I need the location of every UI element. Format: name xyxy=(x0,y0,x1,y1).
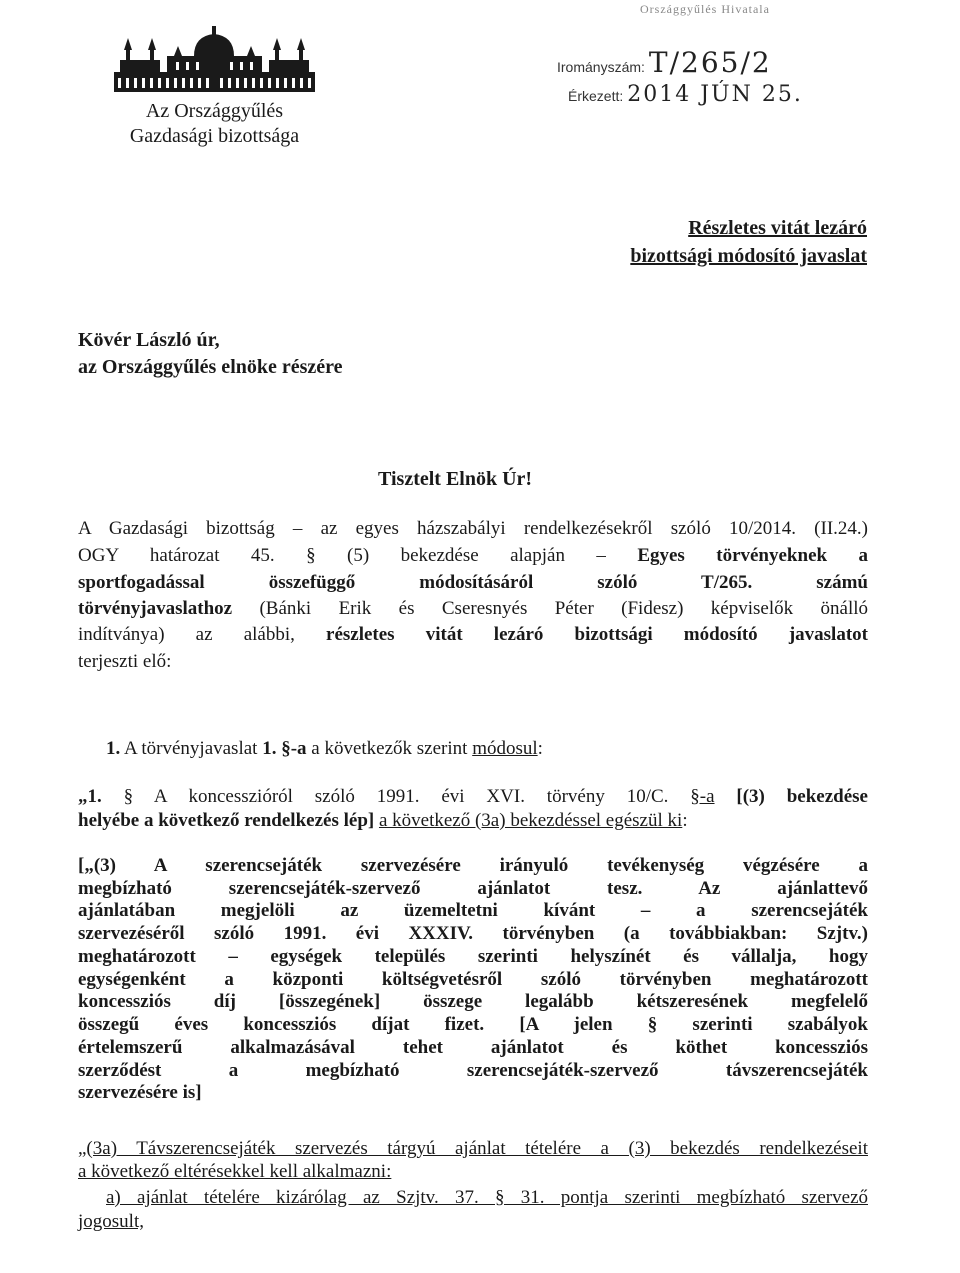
intro-line2-b: Egyes törvényeknek a xyxy=(637,545,868,566)
deleted-text-line: egységenként a központi költségvetésről szóló törvényben meghatározott xyxy=(78,969,868,990)
intro-line4 xyxy=(78,596,868,623)
deleted-text-line: értelemszerű alkalmazásával tehet ajánlatot és köthet koncessziós xyxy=(78,1037,868,1058)
deleted-text-line: [„(3) A szerencsejáték szervezésére irányuló tevékenység végzésére a xyxy=(78,855,868,876)
section1-paragraph-ref: §-a xyxy=(690,786,715,807)
parliament-building-logo xyxy=(112,26,317,94)
new-text-line3: a) ajánlat tételére kizárólag az Szjtv. 37. § 31. pontja szerinti megbízható szervező xyxy=(106,1187,868,1208)
deleted-text-line: meghatározott – egységek település szerinti helyszínét és vállalja, hogy xyxy=(78,946,868,967)
deleted-text-line: szervezésére is] xyxy=(78,1082,202,1103)
intro-line5-b: részletes vitát lezáró bizottsági módosító javaslatot xyxy=(326,624,868,645)
stamp-received-date xyxy=(568,82,803,107)
addressee-line1: Kövér László úr, xyxy=(78,329,220,351)
new-text-line2: a következő eltérésekkel kell alkalmazni: xyxy=(78,1161,392,1182)
intro-line4-b: (Bánki Erik és Cseresnyés Péter (Fidesz) képviselők önálló xyxy=(232,598,868,619)
point-1-colon: : xyxy=(537,738,543,759)
section1-law-ref: § A koncesszióról szóló 1991. évi XVI. törvény 10/C. xyxy=(101,786,691,807)
section1-bracket-start: [(3) bekezdése xyxy=(714,786,868,807)
intro-line4-a: törvényjavaslathoz xyxy=(78,598,233,619)
document-title-line1: Részletes vitát lezáró xyxy=(688,217,867,239)
org-name-line2: Gazdasági bizottsága xyxy=(129,125,300,147)
point-1-modified: módosul xyxy=(472,738,538,759)
section1-number: „1. xyxy=(78,786,102,807)
stamp-received-label: Érkezett: xyxy=(568,88,624,104)
stamp-office-name: Országgyűlés Hivatala xyxy=(640,2,770,16)
point-1 xyxy=(106,738,543,760)
stamp-number-value: T/265/2 xyxy=(648,46,772,79)
intro-line5 xyxy=(78,622,868,649)
intro-line3: sportfogadással összefüggő módosításáról szóló T/265. számú xyxy=(78,572,868,593)
document-title-line2: bizottsági módosító javaslat xyxy=(630,245,867,267)
point-1-section-ref: 1. §-a xyxy=(262,738,307,759)
point-1-number: 1. xyxy=(106,738,121,759)
deleted-text-line: összegű éves koncessziós díjat fizet. [A jelen § szerinti szabályok xyxy=(78,1014,868,1035)
new-text-line4: jogosult, xyxy=(78,1211,144,1232)
intro-line5-a: indítványa) az alábbi, xyxy=(78,624,327,645)
section1-replaced: helyébe a következő rendelkezés lép] xyxy=(78,810,379,831)
deleted-text-line: ajánlatában megjelöli az üzemeltetni kívánt – a szerencsejáték xyxy=(78,900,868,921)
deleted-text-line: koncessziós díj [összegének] összege legalább kétszeresének megfelelő xyxy=(78,991,868,1012)
deleted-text-line: megbízható szerencsejáték-szervező ajánlatot tesz. Az ajánlattevő xyxy=(78,878,868,899)
intro-line2 xyxy=(78,543,868,570)
stamp-number-label: Irományszám: xyxy=(557,59,645,75)
point-1-text-c: a következők szerint xyxy=(306,738,473,759)
intro-line2-a: OGY határozat 45. § (5) bekezdése alapján – xyxy=(78,545,638,566)
org-name-line1: Az Országgyűlés xyxy=(145,100,284,122)
section1-amended: a következő (3a) bekezdéssel egészül ki xyxy=(378,810,683,831)
deleted-text-line: szerződést a megbízható szerencsejáték-szervező távszerencsejáték xyxy=(78,1060,868,1081)
greeting: Tisztelt Elnök Úr! xyxy=(378,468,533,490)
stamp-registration-number xyxy=(557,46,772,79)
new-text-line1: „(3a) Távszerencsejáték szervezés tárgyú ajánlat tételére a (3) bekezdés rendelkezéseit xyxy=(78,1138,868,1159)
intro-line6: terjeszti elő: xyxy=(78,651,172,672)
section1-line2 xyxy=(78,808,868,835)
stamp-received-value: 2014 JÚN 25. xyxy=(627,82,803,107)
section1-line1 xyxy=(78,784,868,811)
deleted-text-line: szervezéséről szóló 1991. évi XXXIV. törvényben (a továbbiakban: Szjtv.) xyxy=(78,923,868,944)
point-1-text-a: A törvényjavaslat xyxy=(120,738,263,759)
addressee-line2: az Országgyűlés elnöke részére xyxy=(78,356,343,378)
intro-line1: A Gazdasági bizottság – az egyes házszabályi rendelkezésekről szóló 10/2014. (II.24.) xyxy=(78,518,868,539)
section1-colon: : xyxy=(682,810,688,831)
